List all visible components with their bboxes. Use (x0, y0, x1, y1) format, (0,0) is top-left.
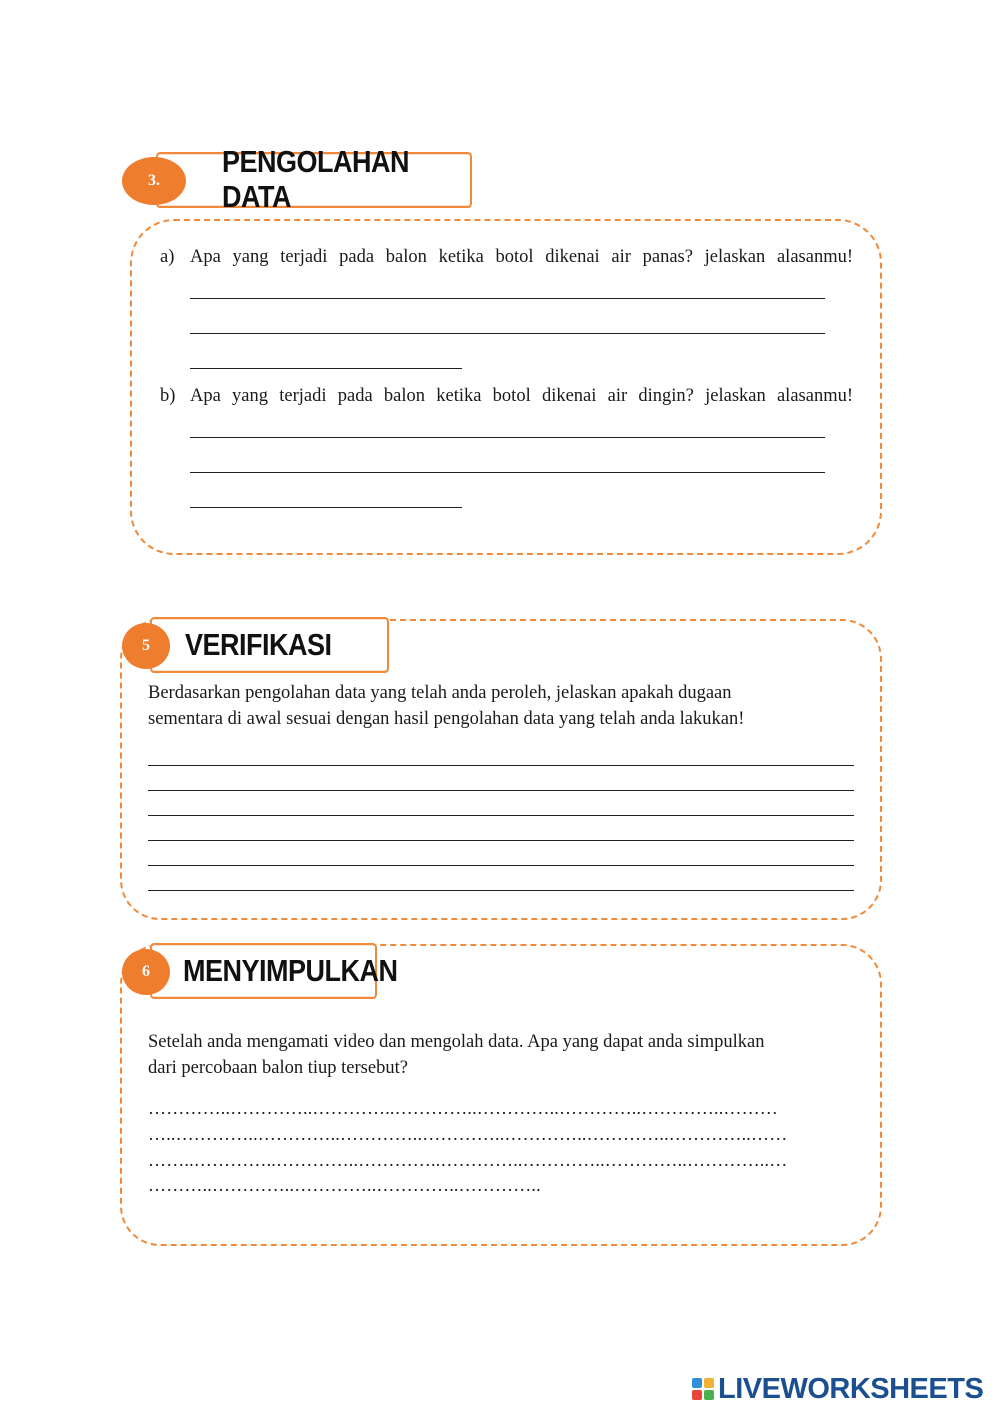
section-5-number: 5 (142, 637, 150, 654)
menyimpulkan-prompt-line-2: dari percobaan balon tiup tersebut? (148, 1058, 408, 1078)
verifikasi-prompt (148, 680, 868, 732)
dotted-answer-line[interactable]: …..…………..…………..…………..…………..…………..…………..…………..…… (148, 1124, 788, 1144)
answer-line[interactable] (190, 333, 825, 334)
section-5-title: VERIFIKASI (185, 627, 332, 662)
section-3-header (156, 145, 472, 214)
dotted-answer-line[interactable]: …………..…………..…………..…………..…………..…………..…………..……… (148, 1098, 778, 1118)
question-a-label: a) (160, 247, 175, 267)
menyimpulkan-prompt (148, 1029, 868, 1081)
liveworksheets-logo-icon (692, 1378, 714, 1400)
answer-line[interactable] (190, 472, 825, 473)
answer-line[interactable] (190, 298, 825, 299)
answer-line[interactable] (148, 865, 854, 866)
answer-line[interactable] (148, 890, 854, 891)
verifikasi-prompt-line-2: sementara di awal sesuai dengan hasil pengolahan data yang telah anda lakukan! (148, 709, 745, 729)
answer-line[interactable] (148, 765, 854, 766)
section-6-number: 6 (142, 963, 150, 980)
verifikasi-prompt-line-1: Berdasarkan pengolahan data yang telah anda peroleh, jelaskan apakah dugaan (148, 683, 732, 703)
answer-line[interactable] (190, 368, 462, 369)
section-6-number-badge (122, 949, 170, 995)
liveworksheets-logo-text: LIVEWORKSHEETS (718, 1372, 984, 1405)
section-3-number: 3. (148, 172, 160, 189)
dotted-answer-line[interactable]: ……..…………..…………..…………..…………..…………..…………..…………..… (148, 1150, 788, 1170)
liveworksheets-logo (692, 1372, 983, 1406)
section-3-title: PENGOLAHAN DATA (222, 145, 410, 214)
answer-line[interactable] (148, 790, 854, 791)
answer-line[interactable] (148, 815, 854, 816)
question-b-text: Apa yang terjadi pada balon ketika botol dikenai air dingin? jelaskan alasanmu! (190, 386, 853, 406)
answer-line[interactable] (190, 437, 825, 438)
section-5-number-badge (122, 623, 170, 669)
section-6-header (150, 943, 398, 999)
section-3-number-badge (122, 157, 186, 205)
section-5-header (150, 617, 389, 673)
answer-line[interactable] (148, 840, 854, 841)
section-6-title: MENYIMPULKAN (183, 953, 398, 988)
dotted-answer-line[interactable]: ………..…………..…………..…………..………….. (148, 1175, 541, 1195)
question-a-text: Apa yang terjadi pada balon ketika botol dikenai air panas? jelaskan alasanmu! (190, 247, 853, 267)
answer-line[interactable] (190, 507, 462, 508)
menyimpulkan-prompt-line-1: Setelah anda mengamati video dan mengolah data. Apa yang dapat anda simpulkan (148, 1032, 765, 1052)
question-b-label: b) (160, 386, 176, 406)
